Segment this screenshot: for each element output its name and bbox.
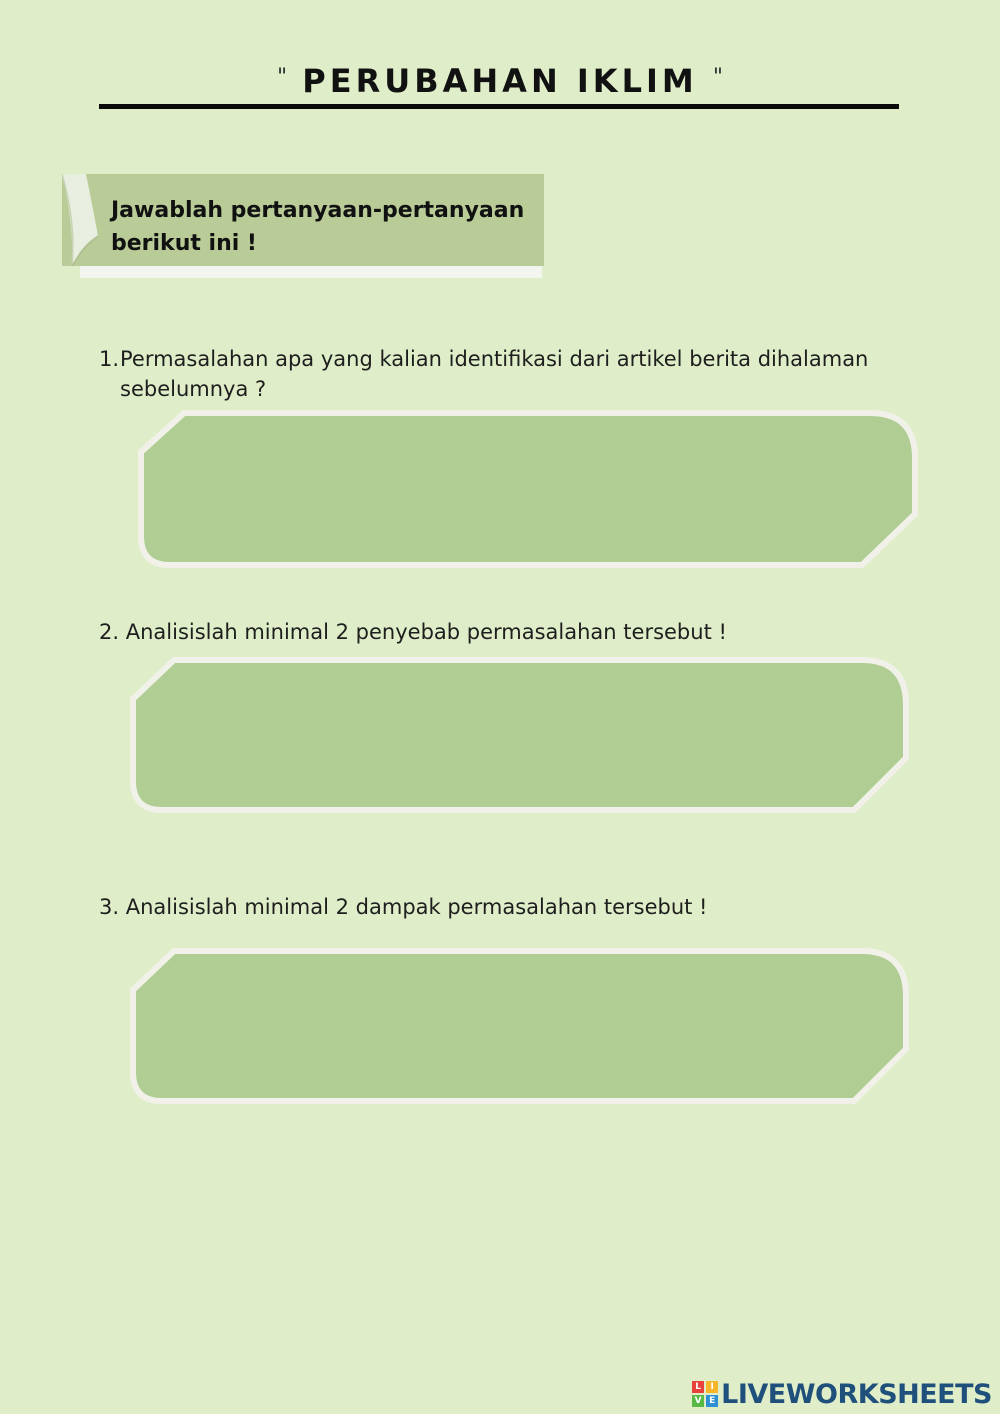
- question-3: [99, 892, 707, 922]
- instruction-text: Jawablah pertanyaan-pertanyaan berikut ini !: [111, 198, 525, 256]
- question-text: Analisislah minimal 2 penyebab permasalahan tersebut !: [125, 620, 727, 644]
- liveworksheets-logo-icon: [692, 1381, 718, 1407]
- page-title: [0, 62, 1000, 100]
- logo-text: LIVEWORKSHEETS: [721, 1378, 992, 1410]
- question-text: Permasalahan apa yang kalian identifikasi dari artikel berita dihalaman sebelumnya ?: [120, 347, 869, 401]
- question-1: [99, 344, 879, 404]
- answer-box-3[interactable]: [128, 946, 912, 1108]
- title-quote-close: ": [712, 65, 723, 90]
- question-number: 2.: [99, 620, 120, 644]
- logo-letter-l: L: [692, 1381, 704, 1393]
- liveworksheets-logo[interactable]: [692, 1377, 992, 1411]
- title-text: PERUBAHAN IKLIM: [302, 62, 698, 100]
- question-text: Analisislah minimal 2 dampak permasalahan tersebut !: [125, 895, 708, 919]
- title-underline: [99, 104, 899, 109]
- question-number: 1.: [99, 347, 120, 371]
- question-number: 3.: [99, 895, 120, 919]
- logo-letter-v: V: [692, 1395, 704, 1407]
- logo-letter-i: I: [706, 1381, 718, 1393]
- title-quote-open: ": [277, 65, 288, 90]
- answer-box-1[interactable]: [136, 408, 920, 570]
- answer-box-2[interactable]: [128, 655, 912, 817]
- logo-letter-e: E: [706, 1395, 718, 1407]
- instruction-banner: [62, 174, 546, 280]
- question-2: [99, 617, 727, 647]
